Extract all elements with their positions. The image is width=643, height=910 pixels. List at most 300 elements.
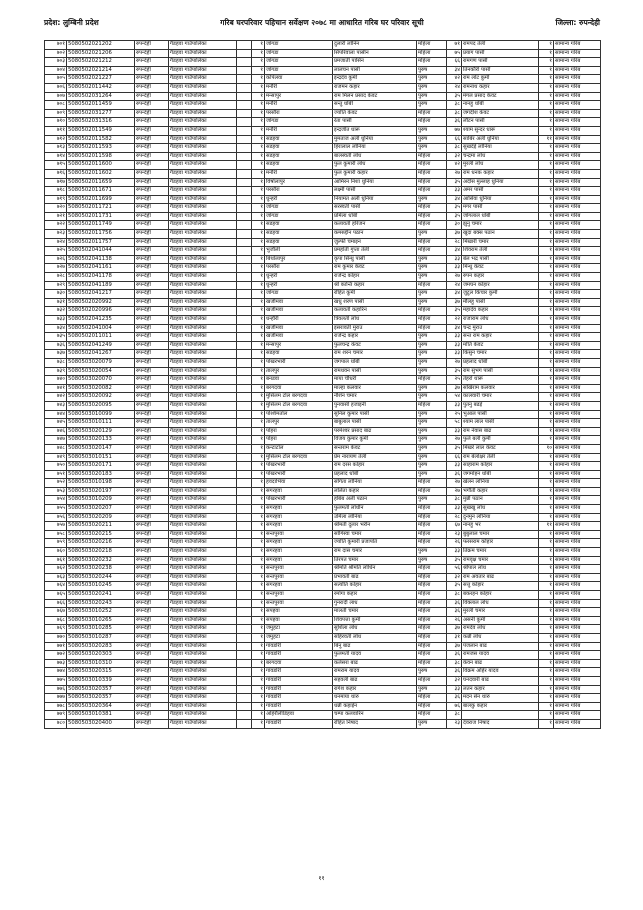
tole-cell: पोखरभारी	[265, 496, 333, 505]
poverty-category-cell: सामान्य गरिब	[554, 376, 601, 385]
poverty-category-cell: सामान्य गरिब	[554, 58, 601, 67]
age-cell: ३५	[447, 204, 462, 213]
ward-cell	[237, 453, 252, 462]
age-cell: ३६	[447, 651, 462, 660]
district-cell: रुपन्देही	[135, 625, 169, 634]
serial-number-cell: ७२७	[45, 264, 67, 273]
district-cell: रुपन्देही	[135, 41, 169, 50]
serial-number-cell: ७१०	[45, 118, 67, 127]
age-cell: ७६	[447, 702, 462, 711]
district-cell: रुपन्देही	[135, 152, 169, 161]
tole-cell: गांवडोरी	[265, 668, 333, 677]
age-cell: ६६	[447, 58, 462, 67]
gender-cell: पुरुष	[417, 290, 447, 299]
household-id-cell: 5080503020133	[67, 436, 135, 445]
member-count-cell: १	[539, 66, 554, 75]
municipality-cell: गैडहवा गाउँपालिका	[169, 49, 237, 58]
table-row	[45, 444, 601, 453]
member-name-cell: नियामत अली धुनिया	[333, 195, 417, 204]
member-name-cell: फुलचन्द्र केवट	[333, 341, 417, 350]
poverty-category-cell: सामान्य गरिब	[554, 161, 601, 170]
table-row	[45, 264, 601, 273]
ward-number-cell: १	[252, 333, 265, 342]
district-cell: रुपन्देही	[135, 530, 169, 539]
poverty-category-cell: सामान्य गरिब	[554, 273, 601, 282]
household-id-cell: 5080503020197	[67, 487, 135, 496]
ward-cell	[237, 264, 252, 273]
member-name-cell: नौशेन चमार	[333, 393, 417, 402]
poverty-category-cell: सामान्य गरिब	[554, 685, 601, 694]
poverty-category-cell: सामान्य गरिब	[554, 651, 601, 660]
tole-cell: खजीमवा	[265, 333, 333, 342]
member-name-cell: सन्तु धोबी	[333, 101, 417, 110]
household-id-cell: 5080503020283	[67, 642, 135, 651]
ward-cell	[237, 92, 252, 101]
municipality-cell: गैडहवा गाउँपालिका	[169, 479, 237, 488]
household-head-cell: तिक्रम चमार	[462, 548, 539, 557]
municipality-cell: गैडहवा गाउँपालिका	[169, 298, 237, 307]
household-head-cell: कन्नी लोध	[462, 633, 539, 642]
ward-number-cell: १	[252, 573, 265, 582]
gender-cell: महिला	[417, 376, 447, 385]
municipality-cell: गैडहवा गाउँपालिका	[169, 642, 237, 651]
poverty-category-cell: सामान्य गरिब	[554, 625, 601, 634]
serial-number-cell: ७४२	[45, 393, 67, 402]
household-head-cell: मुन्नी पठान	[462, 496, 539, 505]
age-cell: २३	[447, 719, 462, 728]
member-name-cell: राम दरस कोहार	[333, 462, 417, 471]
municipality-cell: गैडहवा गाउँपालिका	[169, 169, 237, 178]
gender-cell: महिला	[417, 316, 447, 325]
tole-cell: बिथोलापुर	[265, 255, 333, 264]
municipality-cell: गैडहवा गाउँपालिका	[169, 281, 237, 290]
ward-cell	[237, 178, 252, 187]
tole-cell: सगरहवा	[265, 505, 333, 514]
municipality-cell: गैडहवा गाउँपालिका	[169, 625, 237, 634]
tole-cell: पोहरा	[265, 436, 333, 445]
household-id-cell: 5080503020364	[67, 702, 135, 711]
gender-cell: महिला	[417, 522, 447, 531]
age-cell: ३३	[447, 341, 462, 350]
member-count-cell: १	[539, 436, 554, 445]
member-count-cell: १	[539, 247, 554, 256]
district-cell: रुपन्देही	[135, 582, 169, 591]
table-row	[45, 711, 601, 720]
district-cell: रुपन्देही	[135, 668, 169, 677]
district-cell: रुपन्देही	[135, 401, 169, 410]
poverty-category-cell: सामान्य गरिब	[554, 436, 601, 445]
district-cell: रुपन्देही	[135, 135, 169, 144]
member-name-cell: रेता पासी	[333, 118, 417, 127]
household-id-cell: 5080502041249	[67, 341, 135, 350]
table-row	[45, 470, 601, 479]
table-row	[45, 350, 601, 359]
municipality-cell: गैडहवा गाउँपालिका	[169, 83, 237, 92]
gender-cell: पुरुष	[417, 83, 447, 92]
serial-number-cell: ७८०	[45, 719, 67, 728]
member-name-cell: फुल कुमारी कहार	[333, 169, 417, 178]
municipality-cell: गैडहवा गाउँपालिका	[169, 522, 237, 531]
ward-cell	[237, 694, 252, 703]
municipality-cell: गैडहवा गाउँपालिका	[169, 496, 237, 505]
member-count-cell: १	[539, 41, 554, 50]
table-row	[45, 281, 601, 290]
district-cell: रुपन्देही	[135, 591, 169, 600]
ward-cell	[237, 58, 252, 67]
poverty-category-cell: सामान्य गरिब	[554, 444, 601, 453]
age-cell: २७	[447, 273, 462, 282]
member-count-cell: १	[539, 264, 554, 273]
age-cell: ६६	[447, 135, 462, 144]
gender-cell: महिला	[417, 401, 447, 410]
household-id-cell: 5080502041004	[67, 324, 135, 333]
table-row	[45, 505, 601, 514]
household-id-cell: 5080502021206	[67, 49, 135, 58]
serial-number-cell: ७०२	[45, 49, 67, 58]
municipality-cell: गैडहवा गाउँपालिका	[169, 548, 237, 557]
ward-number-cell: १	[252, 530, 265, 539]
municipality-cell: गैडहवा गाउँपालिका	[169, 152, 237, 161]
age-cell: २५	[447, 410, 462, 419]
member-name-cell: कमरुद्दीन पठान	[333, 230, 417, 239]
serial-number-cell: ७४०	[45, 376, 67, 385]
poverty-category-cell: सामान्य गरिब	[554, 539, 601, 548]
poverty-category-cell: सामान्य गरिब	[554, 290, 601, 299]
municipality-cell: गैडहवा गाउँपालिका	[169, 307, 237, 316]
poverty-category-cell: सामान्य गरिब	[554, 530, 601, 539]
household-id-cell: 5080502011598	[67, 152, 135, 161]
gender-cell: पुरुष	[417, 393, 447, 402]
ward-number-cell: १	[252, 599, 265, 608]
household-id-cell: 5080503020129	[67, 427, 135, 436]
poverty-category-cell: सामान्य गरिब	[554, 711, 601, 720]
ward-number-cell: १	[252, 238, 265, 247]
gender-cell: पुरुष	[417, 462, 447, 471]
member-name-cell: राजमन कहार	[333, 83, 417, 92]
household-id-cell: 5080502011582	[67, 135, 135, 144]
household-id-cell: 5080502031264	[67, 92, 135, 101]
tole-cell: अहिरौलीडिहवा	[265, 711, 333, 720]
ward-cell	[237, 333, 252, 342]
poverty-category-cell: सामान्य गरिब	[554, 144, 601, 153]
ward-number-cell: १	[252, 668, 265, 677]
serial-number-cell: ७०१	[45, 41, 67, 50]
ward-cell	[237, 66, 252, 75]
ward-cell	[237, 384, 252, 393]
ward-number-cell: १	[252, 126, 265, 135]
member-name-cell: मालती चमार	[333, 608, 417, 617]
serial-number-cell: ७७२	[45, 651, 67, 660]
ward-number-cell: १	[252, 350, 265, 359]
municipality-cell: गैडहवा गाउँपालिका	[169, 530, 237, 539]
gender-cell: पुरुष	[417, 341, 447, 350]
member-count-cell: १	[539, 427, 554, 436]
age-cell: ५४	[447, 393, 462, 402]
district-cell: रुपन्देही	[135, 255, 169, 264]
district-cell: रुपन्देही	[135, 487, 169, 496]
member-count-cell: १	[539, 169, 554, 178]
household-head-cell: लतन कहार	[462, 685, 539, 694]
household-head-cell: मंगल प्रसाद केवट	[462, 92, 539, 101]
district-cell: रुपन्देही	[135, 58, 169, 67]
age-cell: ३७	[447, 230, 462, 239]
member-count-cell: ११	[539, 522, 554, 531]
age-cell: ४२	[447, 75, 462, 84]
member-name-cell: फुलमती लोधीन	[333, 505, 417, 514]
household-id-cell: 5080503020209	[67, 513, 135, 522]
serial-number-cell: ७२५	[45, 247, 67, 256]
district-cell: रुपन्देही	[135, 539, 169, 548]
serial-number-cell: ७३२	[45, 307, 67, 316]
poverty-category-cell: सामान्य गरिब	[554, 479, 601, 488]
gender-cell: महिला	[417, 582, 447, 591]
ward-number-cell: १	[252, 419, 265, 428]
household-id-cell: 5080503010099	[67, 410, 135, 419]
poverty-category-cell: सामान्य गरिब	[554, 341, 601, 350]
district-cell: रुपन्देही	[135, 358, 169, 367]
ward-cell	[237, 401, 252, 410]
ward-number-cell: १	[252, 135, 265, 144]
household-id-cell: 5080503020147	[67, 444, 135, 453]
municipality-cell: गैडहवा गाउँपालिका	[169, 702, 237, 711]
municipality-cell: गैडहवा गाउँपालिका	[169, 333, 237, 342]
municipality-cell: गैडहवा गाउँपालिका	[169, 513, 237, 522]
ward-cell	[237, 539, 252, 548]
household-id-cell: 5080503020092	[67, 393, 135, 402]
household-id-cell: 5080503020244	[67, 573, 135, 582]
gender-cell: महिला	[417, 161, 447, 170]
table-row	[45, 66, 601, 75]
member-count-cell: १	[539, 376, 554, 385]
ward-number-cell: १	[252, 109, 265, 118]
member-count-cell: १	[539, 298, 554, 307]
age-cell: ६७	[447, 522, 462, 531]
tole-cell: सडहवा	[265, 238, 333, 247]
household-id-cell: 5080502041161	[67, 264, 135, 273]
gender-cell: महिला	[417, 659, 447, 668]
poverty-category-cell: सामान्य गरिब	[554, 316, 601, 325]
ward-number-cell: १	[252, 496, 265, 505]
municipality-cell: गैडहवा गाउँपालिका	[169, 195, 237, 204]
municipality-cell: गैडहवा गाउँपालिका	[169, 290, 237, 299]
household-id-cell: 5080502041138	[67, 255, 135, 264]
household-id-cell: 5080502021202	[67, 41, 135, 50]
tole-cell: धुन्हरी	[265, 195, 333, 204]
serial-number-cell: ७२३	[45, 230, 67, 239]
member-count-cell: १	[539, 711, 554, 720]
member-name-cell: पुनवासी हजाइनी	[333, 401, 417, 410]
district-cell: रुपन्देही	[135, 642, 169, 651]
tole-cell: भुजौली	[265, 247, 333, 256]
member-count-cell: १	[539, 505, 554, 514]
district-label: जिल्ला: रुपन्देही	[555, 18, 600, 27]
ward-number-cell: १	[252, 487, 265, 496]
member-count-cell: १	[539, 195, 554, 204]
poverty-category-cell: सामान्य गरिब	[554, 92, 601, 101]
serial-number-cell: ७१६	[45, 169, 67, 178]
poverty-category-cell: सामान्य गरिब	[554, 126, 601, 135]
district-cell: रुपन्देही	[135, 230, 169, 239]
age-cell: ३८	[447, 659, 462, 668]
tole-cell: धुन्हरी	[265, 281, 333, 290]
age-cell: ३३	[447, 505, 462, 514]
poverty-category-cell: सामान्य गरिब	[554, 694, 601, 703]
household-id-cell: 5080503020243	[67, 599, 135, 608]
member-name-cell: कलावती हरिजन	[333, 221, 417, 230]
member-count-cell: १	[539, 694, 554, 703]
ward-number-cell: १	[252, 470, 265, 479]
municipality-cell: गैडहवा गाउँपालिका	[169, 487, 237, 496]
household-id-cell: 5080503020232	[67, 556, 135, 565]
ward-number-cell: १	[252, 281, 265, 290]
tole-cell: जोगडा	[265, 49, 333, 58]
poverty-category-cell: सामान्य गरिब	[554, 599, 601, 608]
gender-cell: महिला	[417, 642, 447, 651]
serial-number-cell: ७७१	[45, 642, 67, 651]
household-id-cell: 5080503020303	[67, 651, 135, 660]
age-cell: ३७	[447, 625, 462, 634]
ward-cell	[237, 719, 252, 728]
member-count-cell: १	[539, 281, 554, 290]
ward-cell	[237, 247, 252, 256]
household-id-cell: 5080502011442	[67, 83, 135, 92]
gender-cell: महिला	[417, 221, 447, 230]
district-cell: रुपन्देही	[135, 316, 169, 325]
household-id-cell: 5080503010252	[67, 608, 135, 617]
serial-number-cell: ७६६	[45, 599, 67, 608]
member-name-cell: लक्ष्मी पासी	[333, 187, 417, 196]
age-cell: २२	[447, 316, 462, 325]
gender-cell: पुरुष	[417, 101, 447, 110]
serial-number-cell: ७४९	[45, 453, 67, 462]
household-head-cell: साहाराम कोहार	[462, 462, 539, 471]
tole-cell: सगरहवा	[265, 487, 333, 496]
household-id-cell: 5080502011459	[67, 101, 135, 110]
municipality-cell: गैडहवा गाउँपालिका	[169, 358, 237, 367]
table-row	[45, 83, 601, 92]
poverty-category-cell: सामान्य गरिब	[554, 505, 601, 514]
tole-cell: जोगडा	[265, 212, 333, 221]
gender-cell: पुरुष	[417, 556, 447, 565]
household-head-cell: रुपन कहार	[462, 273, 539, 282]
ward-number-cell: १	[252, 685, 265, 694]
municipality-cell: गैडहवा गाउँपालिका	[169, 230, 237, 239]
poverty-category-cell: सामान्य गरिब	[554, 384, 601, 393]
tole-cell: जोगडा	[265, 290, 333, 299]
ward-cell	[237, 427, 252, 436]
tole-cell: खजीमवा	[265, 307, 333, 316]
serial-number-cell: ७७७	[45, 694, 67, 703]
gender-cell: महिला	[417, 530, 447, 539]
tole-cell: गांवडोरी	[265, 676, 333, 685]
table-row	[45, 358, 601, 367]
district-cell: रुपन्देही	[135, 513, 169, 522]
gender-cell: महिला	[417, 187, 447, 196]
municipality-cell: गैडहवा गाउँपालिका	[169, 101, 237, 110]
member-count-cell: १	[539, 238, 554, 247]
ward-number-cell: १	[252, 101, 265, 110]
serial-number-cell: ७५६	[45, 513, 67, 522]
ward-number-cell: १	[252, 444, 265, 453]
gender-cell: महिला	[417, 247, 447, 256]
age-cell: ६६	[447, 453, 462, 462]
ward-number-cell: १	[252, 582, 265, 591]
poverty-category-cell: सामान्य गरिब	[554, 367, 601, 376]
tole-cell: सन्तपुरवा	[265, 573, 333, 582]
ward-number-cell: १	[252, 393, 265, 402]
ward-cell	[237, 702, 252, 711]
ward-number-cell: १	[252, 556, 265, 565]
tole-cell: कन्टाटोल	[265, 444, 333, 453]
gender-cell: पुरुष	[417, 75, 447, 84]
member-count-cell: १	[539, 58, 554, 67]
table-row	[45, 582, 601, 591]
member-name-cell: रोहित निषाद	[333, 719, 417, 728]
ward-number-cell: १	[252, 273, 265, 282]
serial-number-cell: ७३३	[45, 316, 67, 325]
gender-cell: महिला	[417, 169, 447, 178]
member-count-cell: १	[539, 358, 554, 367]
household-head-cell: झुनु चमार	[462, 221, 539, 230]
tole-cell: तालपुर	[265, 367, 333, 376]
district-cell: रुपन्देही	[135, 694, 169, 703]
ward-cell	[237, 651, 252, 660]
ward-number-cell: १	[252, 247, 265, 256]
member-count-cell: १	[539, 316, 554, 325]
gender-cell: पुरुष	[417, 444, 447, 453]
district-cell: रुपन्देही	[135, 702, 169, 711]
member-name-cell: राजेन्द्र कोहार	[333, 273, 417, 282]
poverty-category-cell: सामान्य गरिब	[554, 66, 601, 75]
poverty-category-cell: सामान्य गरिब	[554, 496, 601, 505]
tole-cell: गांवडोरी	[265, 702, 333, 711]
poverty-category-cell: सामान्य गरिब	[554, 591, 601, 600]
household-head-cell: बुबुलाल चमार	[462, 530, 539, 539]
household-head-cell: जगदीश केवट	[462, 109, 539, 118]
member-name-cell: राजेन्द्र कहार	[333, 333, 417, 342]
household-head-cell: सुखदेई लोनिया	[462, 144, 539, 153]
ward-number-cell: १	[252, 92, 265, 101]
ward-cell	[237, 530, 252, 539]
tole-cell: मनौरी	[265, 101, 333, 110]
gender-cell: पुरुष	[417, 427, 447, 436]
table-row	[45, 144, 601, 153]
table-row	[45, 230, 601, 239]
municipality-cell: गैडहवा गाउँपालिका	[169, 144, 237, 153]
ward-number-cell: १	[252, 384, 265, 393]
municipality-cell: गैडहवा गाउँपालिका	[169, 505, 237, 514]
ward-number-cell: १	[252, 719, 265, 728]
tole-cell: जमुहटा	[265, 633, 333, 642]
ward-cell	[237, 324, 252, 333]
tole-cell: विषोलापुर	[265, 178, 333, 187]
district-cell: रुपन्देही	[135, 685, 169, 694]
tole-cell: पश्शिमतोल	[265, 410, 333, 419]
member-name-cell: प्रमजाती पासिन	[333, 58, 417, 67]
ward-number-cell: १	[252, 436, 265, 445]
district-cell: रुपन्देही	[135, 633, 169, 642]
table-row	[45, 608, 601, 617]
gender-cell: पुरुष	[417, 350, 447, 359]
age-cell: ३३	[447, 264, 462, 273]
table-row	[45, 591, 601, 600]
municipality-cell: गैडहवा गाउँपालिका	[169, 694, 237, 703]
tole-cell: सगरहवा	[265, 582, 333, 591]
household-head-cell: किसुन चमार	[462, 350, 539, 359]
district-cell: रुपन्देही	[135, 341, 169, 350]
member-name-cell: रोहित कुर्मी	[333, 290, 417, 299]
district-cell: रुपन्देही	[135, 212, 169, 221]
